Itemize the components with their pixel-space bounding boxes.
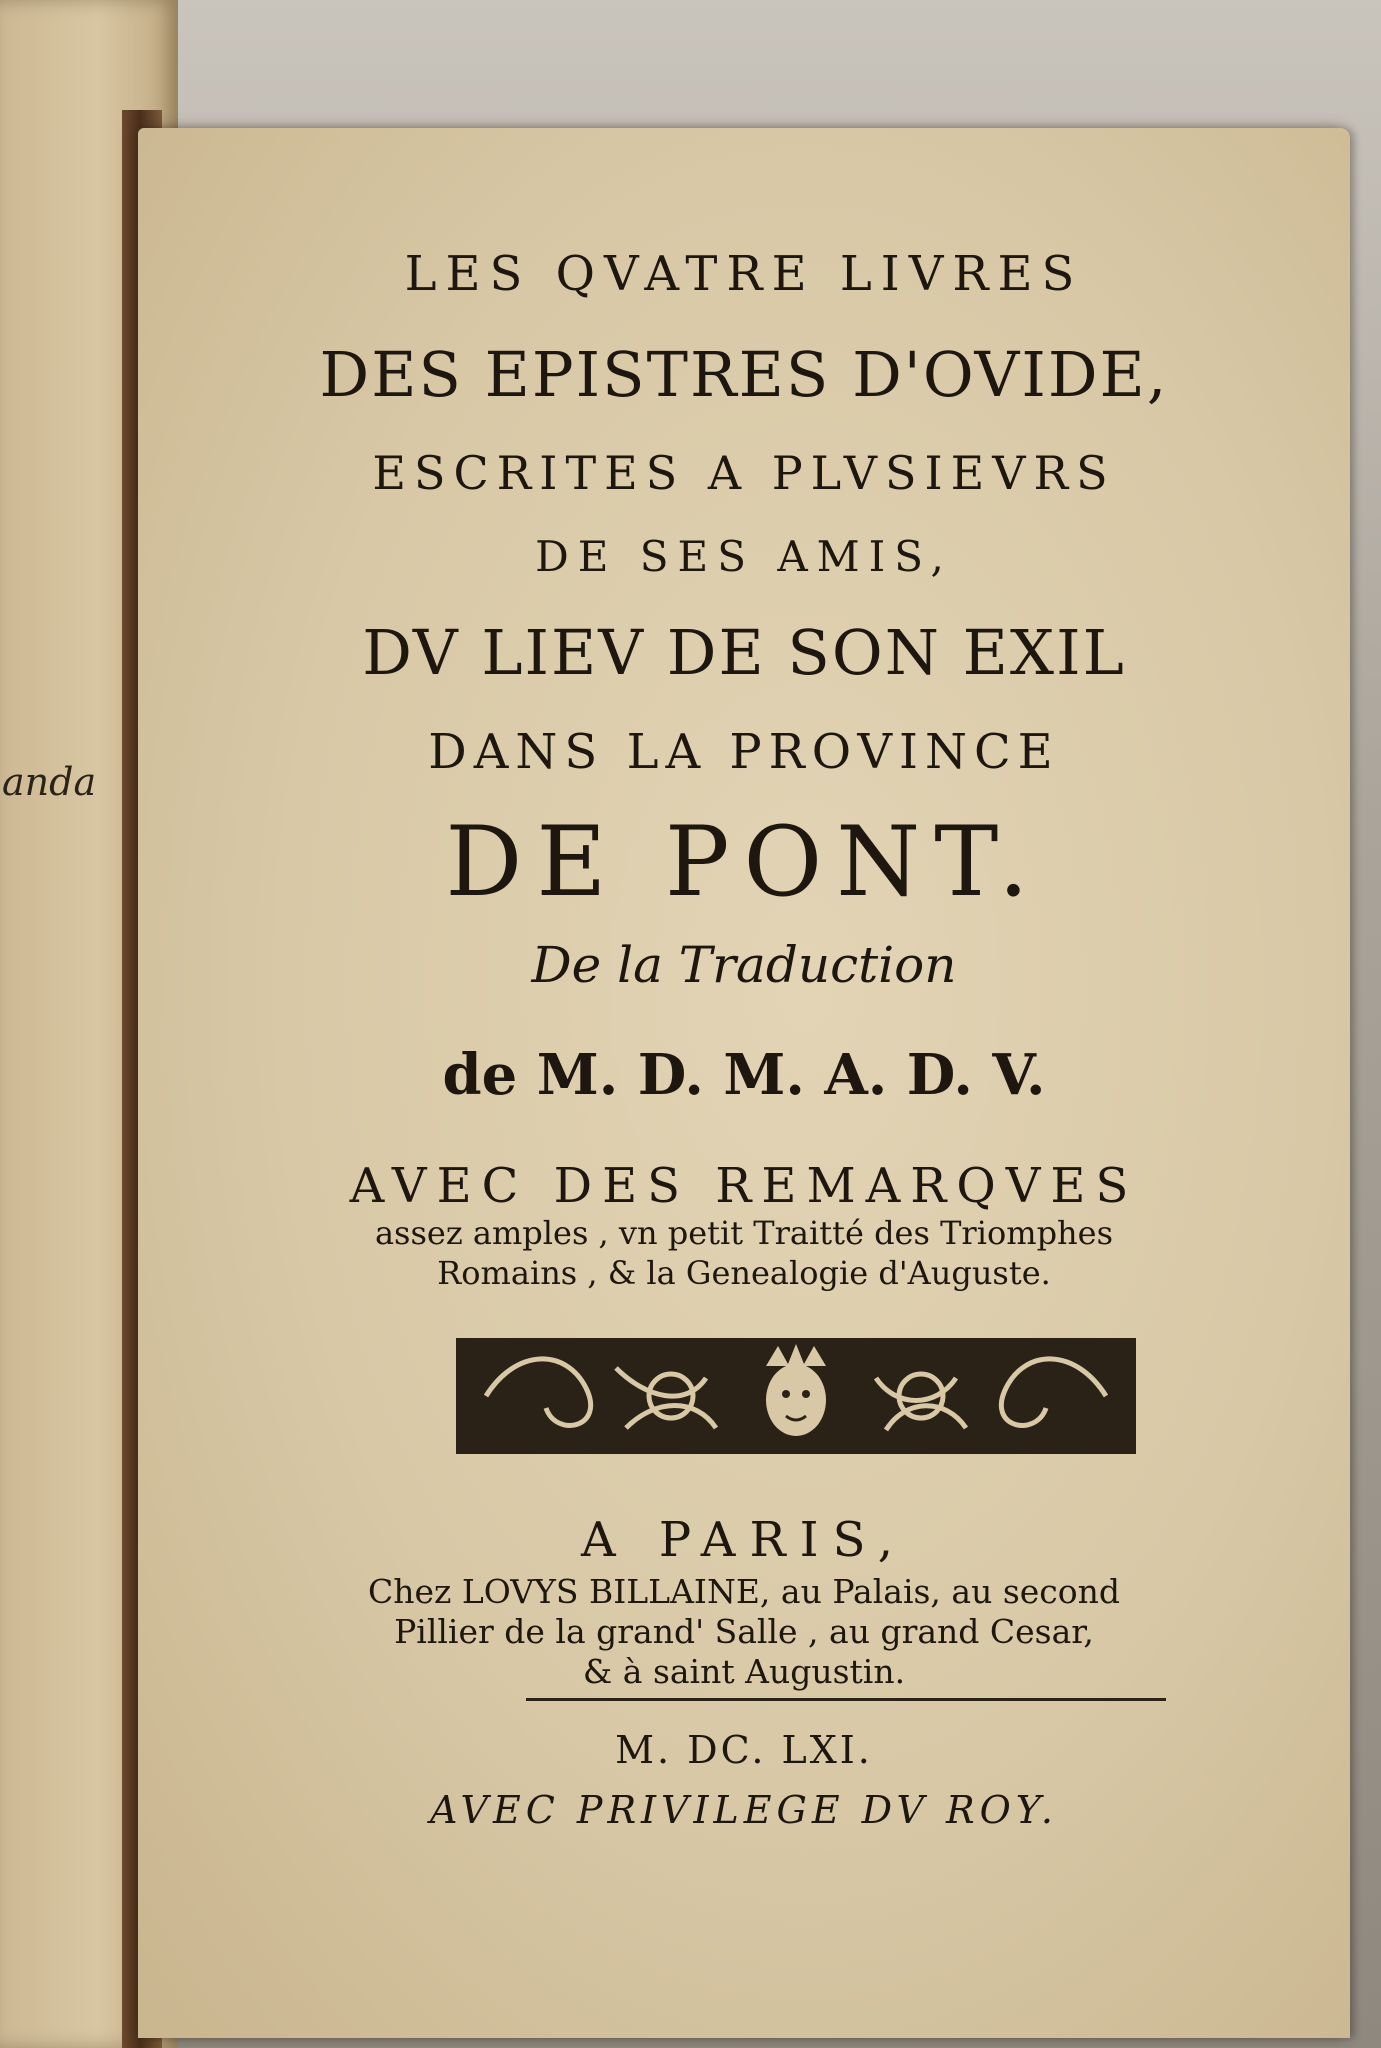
imprint-city: A PARIS, <box>580 1512 907 1568</box>
imprint-privilege: AVEC PRIVILEGE DV ROY. <box>429 1788 1059 1832</box>
translation-line: De la Traduction <box>531 936 957 994</box>
title-line-5: DV LIEV DE SON EXIL <box>362 616 1126 689</box>
title-line-1: LES QVATRE LIVRES <box>404 246 1084 302</box>
imprint-year: M. DC. LXI. <box>615 1728 873 1772</box>
title-line-3: ESCRITES A PLVSIEVRS <box>372 446 1116 500</box>
imprint-line-1: Chez LOVYS BILLAINE, au Palais, au second <box>367 1572 1121 1611</box>
left-page-text: anda <box>2 760 97 804</box>
divider-rule <box>526 1698 1166 1701</box>
title-line-4: DE SES AMIS, <box>535 532 953 581</box>
remarks-line-1: assez amples , vn petit Traitté des Triomphes <box>374 1214 1114 1252</box>
translator-line: de M. D. M. A. D. V. <box>442 1042 1046 1108</box>
title-line-7: DE PONT. <box>445 806 1043 918</box>
floral-head-piece-icon <box>456 1338 1136 1454</box>
title-page <box>138 128 1350 2038</box>
remarks-heading: AVEC DES REMARQVES <box>349 1158 1139 1214</box>
remarks-line-2: Romains , & la Genealogie d'Auguste. <box>437 1254 1051 1292</box>
imprint-line-2: Pillier de la grand' Salle , au grand Cesar, <box>394 1612 1094 1651</box>
title-line-2: DES EPISTRES D'OVIDE, <box>319 338 1169 411</box>
imprint-line-3: & à saint Augustin. <box>582 1652 906 1691</box>
title-line-6: DANS LA PROVINCE <box>428 724 1060 780</box>
